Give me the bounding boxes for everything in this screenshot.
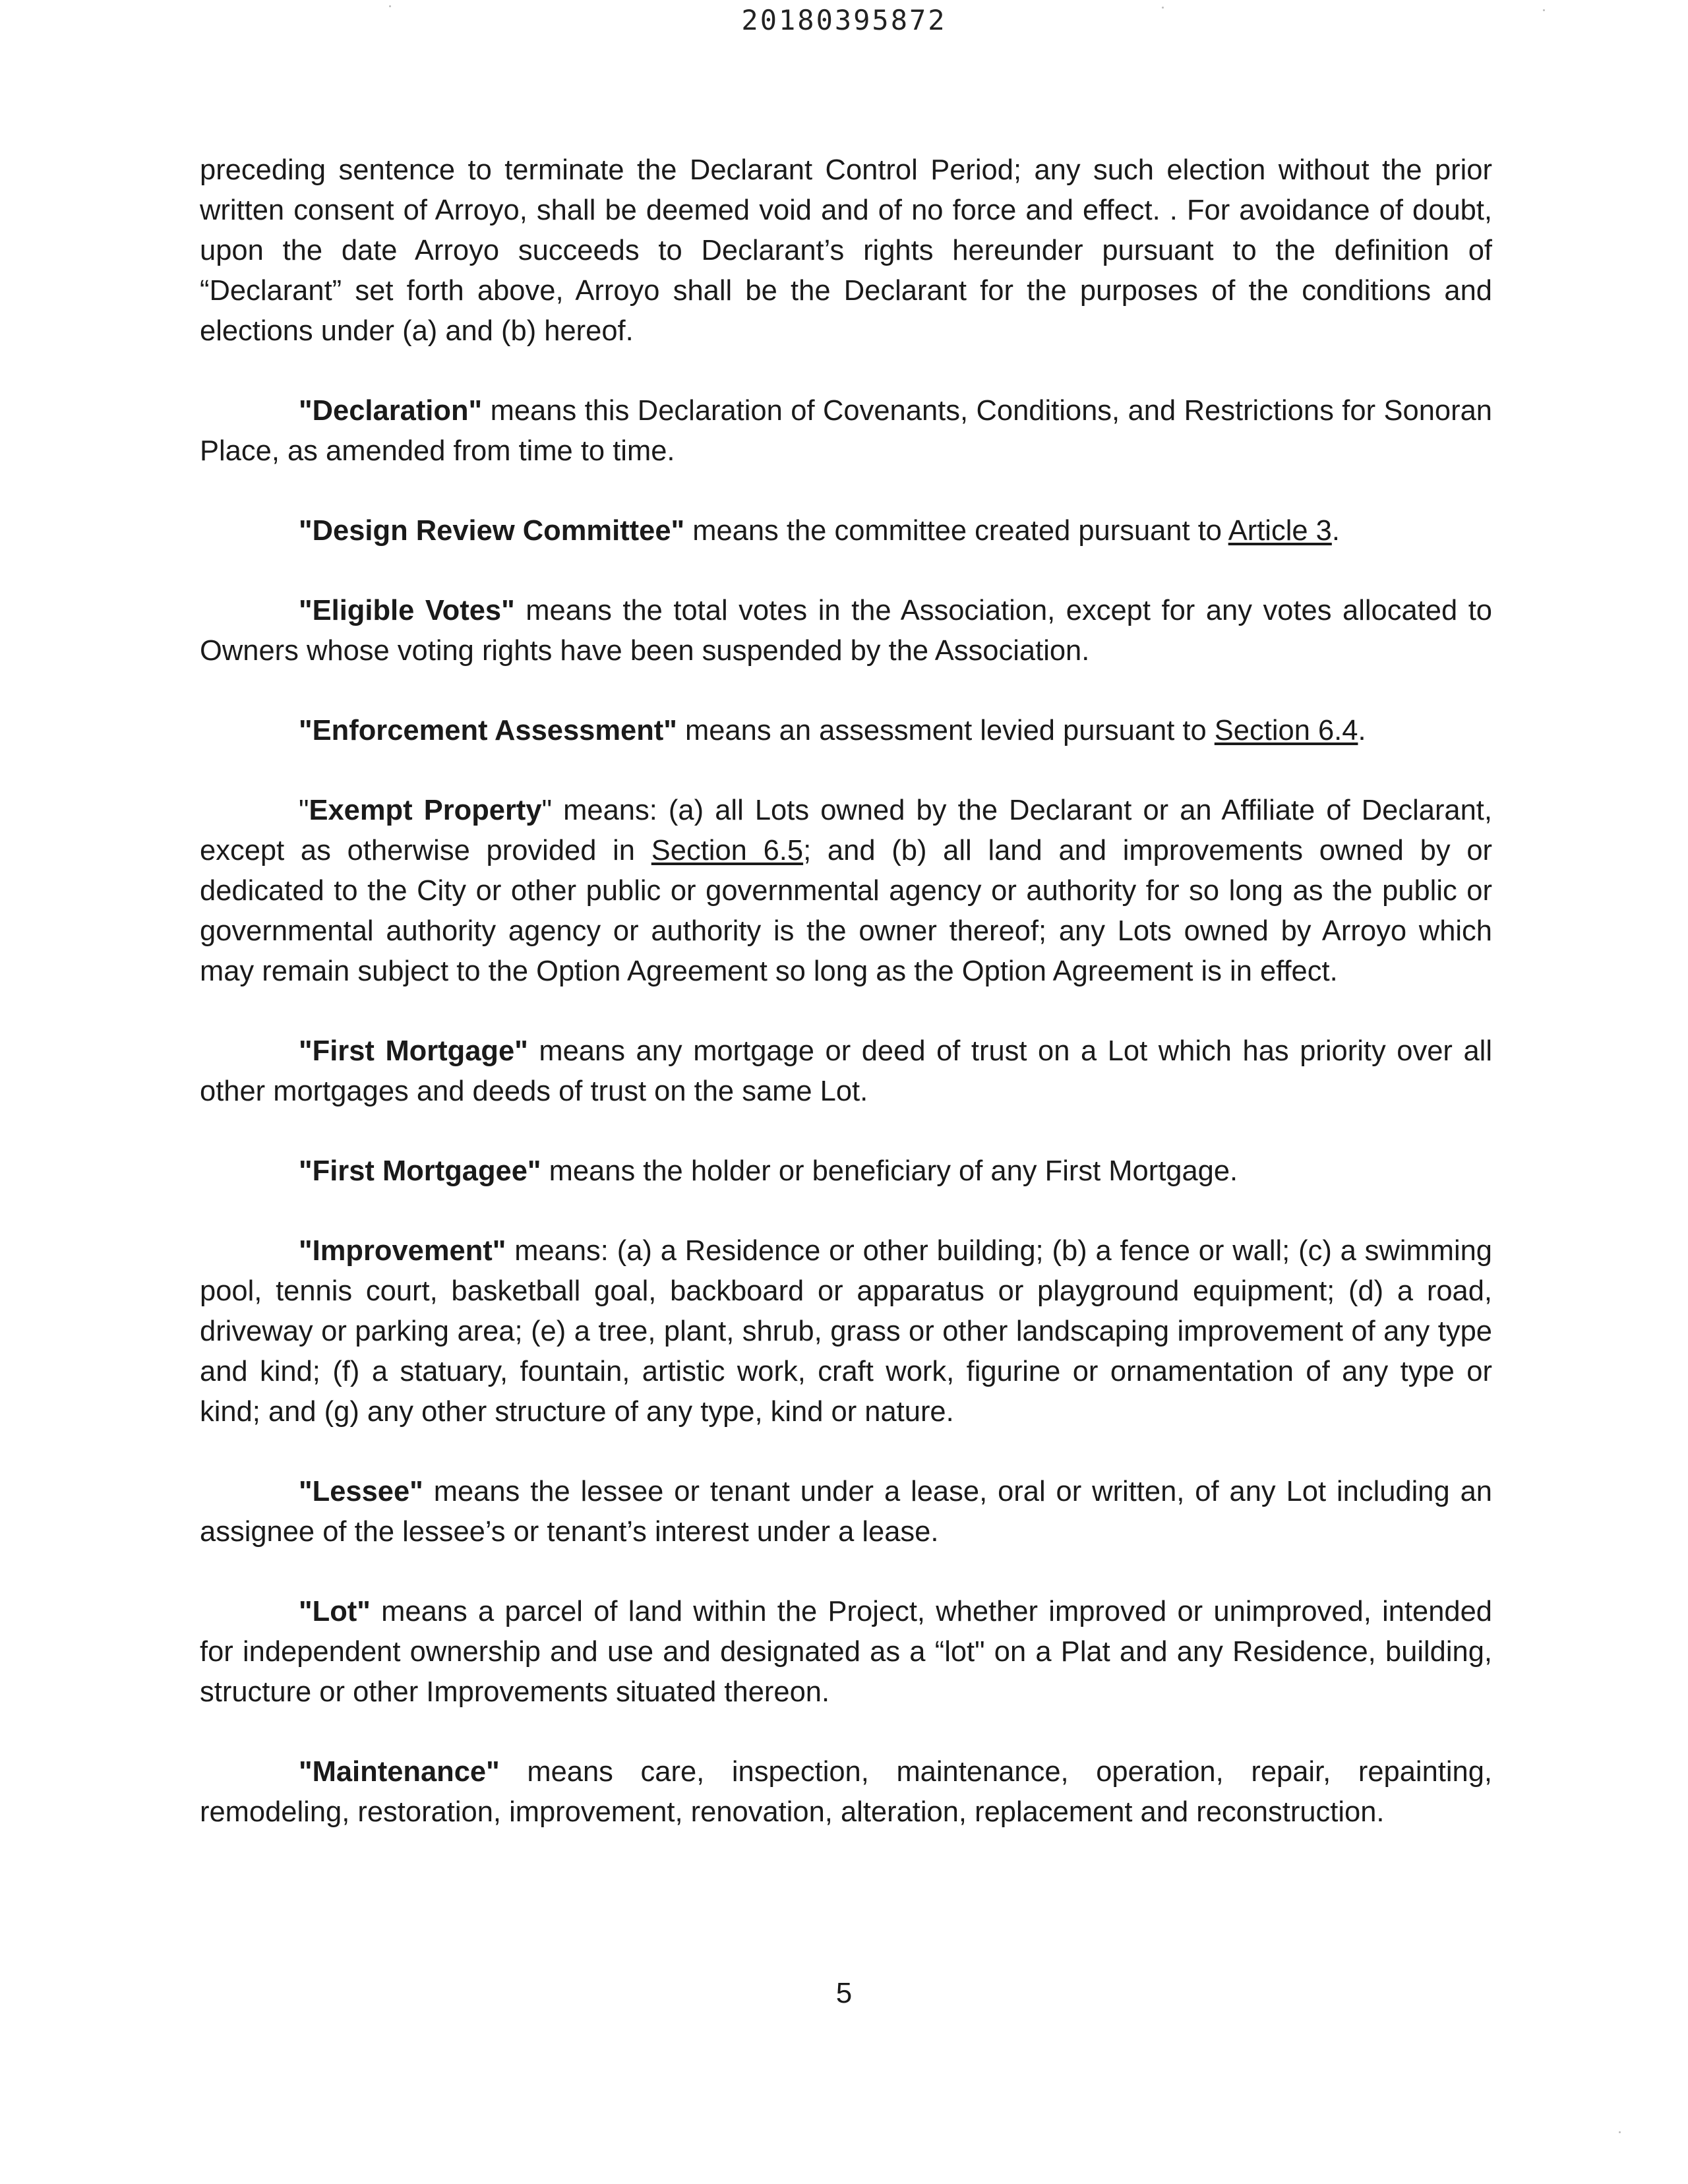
- definition-text: means any mortgage or deed of trust on a Lot which has priority over all other mortgages and deeds of trust on the same Lot.: [200, 1035, 1492, 1107]
- cross-reference-section-6-5: Section 6.5: [651, 835, 804, 866]
- definition-eligible-votes: [200, 591, 1492, 671]
- scan-speck: [1543, 9, 1545, 11]
- definition-tail: ; and (b) all land and improvements owned by or dedicated to the City or other public or governmental agency or authority for so long as the public or governmental authority agency or authority is the owner thereof; any Lots owned by Arroyo which may remain subject to the Option Agreement so long as the Option Agreement is in effect.: [200, 835, 1493, 987]
- definition-lot: [200, 1592, 1492, 1713]
- quote-close: ": [541, 795, 553, 826]
- definition-text: means: (a) all Lots owned by the Declarant or an Affiliate of Declarant, except as otherwise provided in: [200, 795, 1492, 866]
- term-first-mortgage: "First Mortgage": [299, 1035, 528, 1067]
- definition-design-review-committee: [200, 511, 1492, 551]
- definition-first-mortgagee: [200, 1151, 1492, 1192]
- definition-exempt-property: [200, 791, 1492, 992]
- definition-text: means: (a) a Residence or other building; (b) a fence or wall; (c) a swimming pool, tennis court, basketball goal, backboard or apparatus or playground equipment; (d) a road, driveway or parking area; (e) a tree, plant, shrub, grass or other landscaping improvement of any type and kind; (f) a statuary, fountain, artistic work, craft work, figurine or ornamentation of any type or kind; and (g) any other structure of any type, kind or nature.: [200, 1235, 1492, 1428]
- definition-text: means the committee created pursuant to: [684, 515, 1228, 547]
- scan-speck: [1619, 2131, 1621, 2133]
- cross-reference-article-3: Article 3: [1228, 515, 1332, 547]
- scan-speck: [1162, 7, 1164, 9]
- definition-first-mortgage: [200, 1031, 1492, 1112]
- definition-text: means an assessment levied pursuant to: [677, 715, 1215, 746]
- opening-paragraph: preceding sentence to terminate the Declarant Control Period; any such election without the prior written consent of Arroyo, shall be deemed void and of no force and effect. . For avoidance of doubt, upon the date Arroyo succeeds to Declarant’s rights hereunder pursuant to the definition of “Declarant” set forth above, Arroyo shall be the Declarant for the purposes of the conditions and elections under (a) and (b) hereof.: [200, 154, 1492, 347]
- definition-text: means the total votes in the Association, except for any votes allocated to Owners whose voting rights have been suspended by the Association.: [200, 595, 1492, 667]
- definition-text: means the lessee or tenant under a lease, oral or written, of any Lot including an assignee of the lessee’s or tenant’s interest under a lease.: [200, 1476, 1492, 1548]
- term-enforcement-assessment: "Enforcement Assessment": [299, 715, 677, 746]
- definition-enforcement-assessment: [200, 711, 1492, 751]
- definition-text: means a parcel of land within the Project, whether improved or unimproved, intended for independent ownership and use and designated as a “lot" on a Plat and any Residence, building, structure or other Improvements situated thereon.: [200, 1596, 1492, 1708]
- definition-declaration: [200, 391, 1492, 471]
- term-lessee: "Lessee": [299, 1476, 423, 1507]
- cross-reference-section-6-4: Section 6.4: [1214, 715, 1358, 746]
- term-design-review-committee: "Design Review Committee": [299, 515, 685, 547]
- quote-open: ": [299, 795, 309, 826]
- definition-text: means this Declaration of Covenants, Conditions, and Restrictions for Sonoran Place, as amended from time to time.: [200, 395, 1492, 467]
- scan-speck: [389, 5, 391, 7]
- term-eligible-votes: "Eligible Votes": [299, 595, 515, 626]
- document-body: [200, 150, 1492, 1872]
- definition-tail: .: [1331, 515, 1340, 547]
- term-first-mortgagee: "First Mortgagee": [299, 1155, 541, 1187]
- definition-lessee: [200, 1472, 1492, 1552]
- term-improvement: "Improvement": [299, 1235, 506, 1267]
- definition-text: means care, inspection, maintenance, operation, repair, repainting, remodeling, restoration, improvement, renovation, alteration, replacement and reconstruction.: [200, 1756, 1492, 1828]
- term-lot: "Lot": [299, 1596, 371, 1627]
- page-number: 5: [835, 1977, 853, 2009]
- document-number: 20180395872: [741, 4, 947, 36]
- definition-text: means the holder or beneficiary of any First Mortgage.: [541, 1155, 1238, 1187]
- definition-tail: .: [1358, 715, 1366, 746]
- definition-maintenance: [200, 1752, 1492, 1833]
- term-exempt-property: Exempt Property: [309, 795, 542, 826]
- definition-improvement: [200, 1231, 1492, 1432]
- term-maintenance: "Maintenance": [299, 1756, 500, 1788]
- term-declaration: "Declaration": [299, 395, 483, 427]
